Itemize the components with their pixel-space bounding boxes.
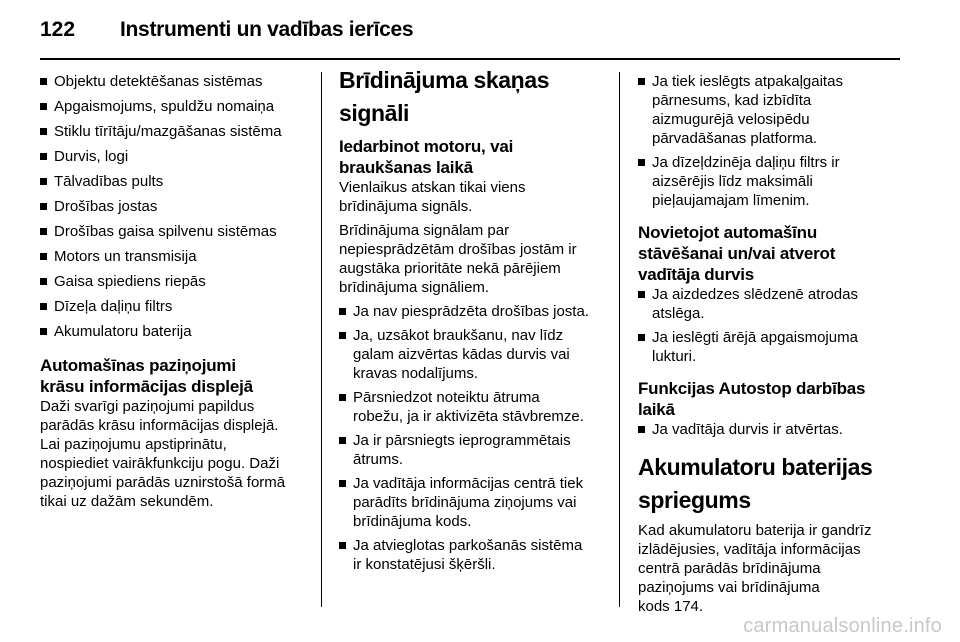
list-item: Apgaismojums, spuldžu nomaiņa <box>40 97 308 116</box>
list-item: Durvis, logi <box>40 147 308 166</box>
bullet-square-icon <box>339 437 346 444</box>
list-item: Pārsniedzot noteiktu ātruma robežu, ja ir aktivizēta stāvbremze. <box>339 388 611 426</box>
bullet-square-icon <box>40 178 47 185</box>
paragraph: Daži svarīgi paziņojumi papildus parādās krāsu informācijas displejā. Lai paziņojumu apstiprinātu, nospiediet vairākfunkciju pogu. Daži paziņojumi parādās uznirstošā formā tikai uz dažām sekundēm. <box>40 398 286 510</box>
list-item: Ja ieslēgti ārējā apgaismojuma lukturi. <box>638 328 900 366</box>
bullet-square-icon <box>339 308 346 315</box>
list-item: Ja, uzsākot braukšanu, nav līdz galam aizvērtas kādas durvis vai kravas nodalījums. <box>339 326 611 383</box>
column-2 <box>339 67 611 579</box>
list-item: Ja dīzeļdzinēja daļiņu filtrs ir aizsērējis līdz maksimāli pieļaujamajam līmenim. <box>638 153 900 210</box>
bullet-square-icon <box>339 480 346 487</box>
list-item: Ja aizdedzes slēdzenē atrodas atslēga. <box>638 285 900 323</box>
list-item: Gaisa spiediens riepās <box>40 272 308 291</box>
bullet-square-icon <box>638 291 645 298</box>
column-divider-2 <box>619 72 620 607</box>
bullet-square-icon <box>638 159 645 166</box>
bullet-square-icon <box>638 426 645 433</box>
bullet-square-icon <box>40 278 47 285</box>
bullet-square-icon <box>40 253 47 260</box>
bullet-square-icon <box>638 334 645 341</box>
list-item: Objektu detektēšanas sistēmas <box>40 72 308 91</box>
bullet-square-icon <box>339 394 346 401</box>
autostop-chime-list <box>638 420 900 439</box>
paragraph: Kad akumulatoru baterija ir gandrīz izlādējusies, vadītāja informācijas centrā parādās brīdinājuma paziņojums vai brīdinājuma kods 174. <box>638 522 872 615</box>
list-item: Ja ir pārsniegts ieprogrammētais ātrums. <box>339 431 611 469</box>
list-item: Tālvadības pults <box>40 172 308 191</box>
list-item: Dīzeļa daļiņu filtrs <box>40 297 308 316</box>
list-item: Ja tiek ieslēgts atpakaļgaitas pārnesums, kad izbīdīta aizmugurējā velosipēdu pārvadāšanas platforma. <box>638 72 900 148</box>
page-title: Instrumenti un vadības ierīces <box>120 18 414 41</box>
bullet-square-icon <box>40 128 47 135</box>
paragraph: Vienlaikus atskan tikai viens brīdinājuma signāls. <box>339 179 526 215</box>
section-title-battery-voltage: Akumulatoru baterijas spriegums <box>638 454 873 513</box>
column-divider-1 <box>321 72 322 607</box>
list-item: Ja vadītāja informācijas centrā tiek parādīts brīdinājuma ziņojums vai brīdinājuma kods. <box>339 474 611 531</box>
list-item: Drošības gaisa spilvenu sistēmas <box>40 222 308 241</box>
list-item: Stiklu tīrītāju/mazgāšanas sistēma <box>40 122 308 141</box>
paragraph: Brīdinājuma signālam par nepiesprādzētām drošības jostām ir augstāka prioritāte nekā pārējiem brīdinājuma signāliem. <box>339 222 577 296</box>
section-heading-vehicle-messages: Automašīnas paziņojumi krāsu informācijas displejā <box>40 356 253 396</box>
parking-chime-list <box>638 285 900 366</box>
bullet-square-icon <box>40 203 47 210</box>
page-number: 122 <box>40 18 76 41</box>
subsection-heading: Iedarbinot motoru, vai braukšanas laikā <box>339 137 514 177</box>
list-item: Motors un transmisija <box>40 247 308 266</box>
section-title-warning-chimes: Brīdinājuma skaņas signāli <box>339 67 550 126</box>
warning-chime-list-continued <box>638 72 900 210</box>
subsection-heading-parking: Novietojot automašīnu stāvēšanai un/vai atverot vadītāja durvis <box>638 223 836 284</box>
bullet-square-icon <box>40 78 47 85</box>
list-item: Akumulatoru baterija <box>40 322 308 341</box>
page-header <box>40 18 413 48</box>
bullet-square-icon <box>40 328 47 335</box>
bullet-square-icon <box>339 542 346 549</box>
list-item: Ja vadītāja durvis ir atvērtas. <box>638 420 900 439</box>
column-3 <box>638 72 900 621</box>
warning-chime-list <box>339 302 611 574</box>
bullet-square-icon <box>40 153 47 160</box>
bullet-square-icon <box>339 332 346 339</box>
topic-list <box>40 72 308 341</box>
bullet-square-icon <box>40 303 47 310</box>
watermark: carmanualsonline.info <box>743 615 942 637</box>
list-item: Ja nav piesprādzēta drošības josta. <box>339 302 611 321</box>
bullet-square-icon <box>40 228 47 235</box>
header-rule <box>40 58 900 60</box>
subsection-heading-autostop: Funkcijas Autostop darbības laikā <box>638 379 866 419</box>
list-item: Ja atvieglotas parkošanās sistēma ir konstatējusi šķēršli. <box>339 536 611 574</box>
bullet-square-icon <box>638 78 645 85</box>
column-1 <box>40 72 308 516</box>
bullet-square-icon <box>40 103 47 110</box>
list-item: Drošības jostas <box>40 197 308 216</box>
